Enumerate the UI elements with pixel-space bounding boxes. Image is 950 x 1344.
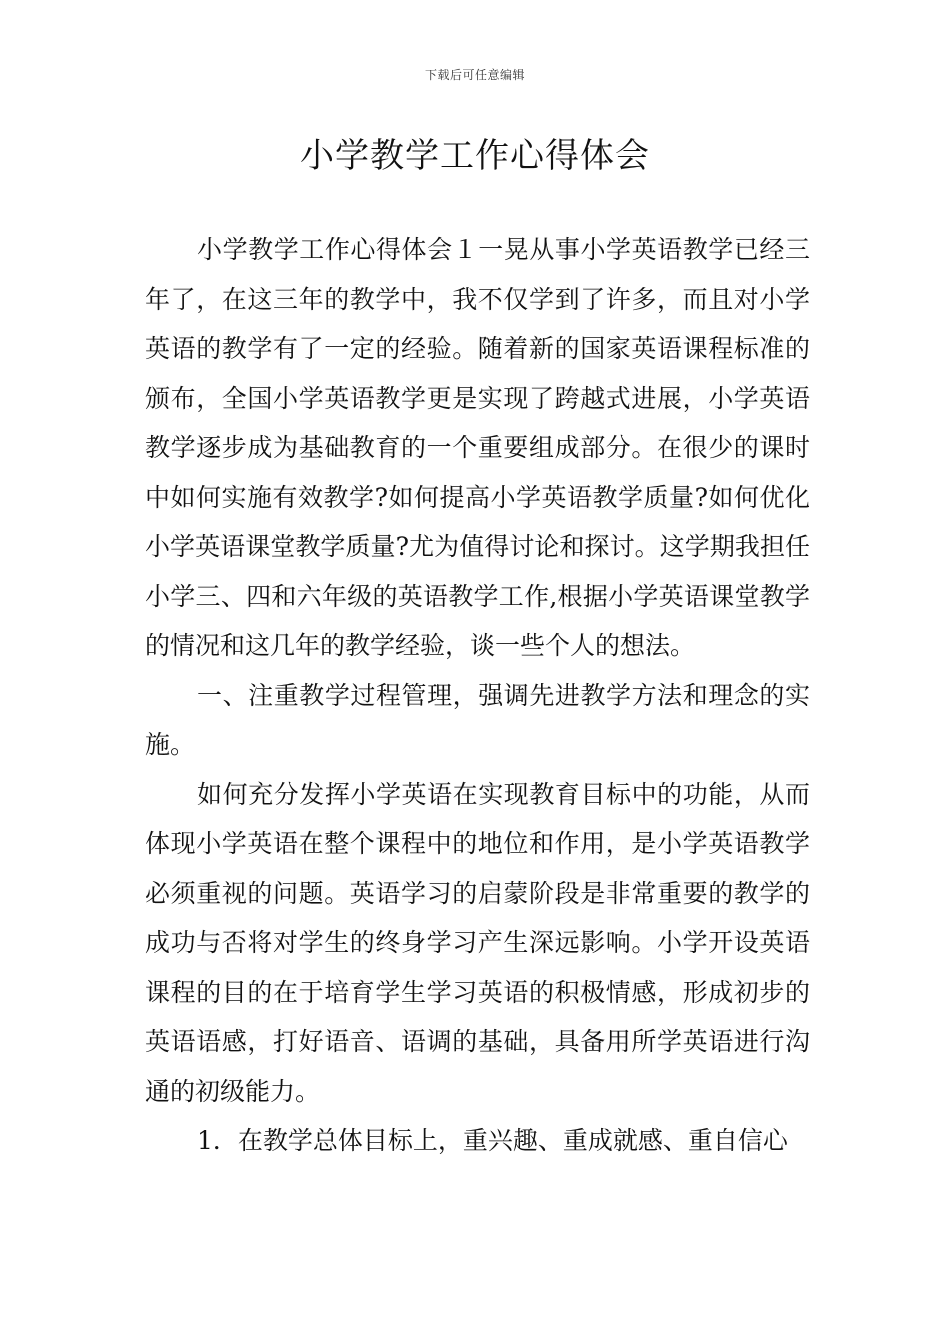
paragraph-section-body-1: 如何充分发挥小学英语在实现教育目标中的功能，从而体现小学英语在整个课程中的地位和作用，是小学英语教学必须重视的问题。英语学习的启蒙阶段是非常重要的教学的成功与否将对学生的终身学习产生深远影响。小学开设英语课程的目的在于培育学生学习英语的积极情感，形成初步的英语语感，打好语音、语调的基础，具备用所学英语进行沟通的初级能力。 — [145, 779, 810, 1106]
paragraph-section-heading-1: 一、注重教学过程管理，强调先进教学方法和理念的实施。 — [145, 680, 810, 759]
header-note: 下载后可任意编辑 — [424, 68, 525, 82]
document-title: 小学教学工作心得体会 — [300, 136, 650, 176]
paragraph-intro: 小学教学工作心得体会１一晃从事小学英语教学已经三年了，在这三年的教学中，我不仅学到了许多，而且对小学英语的教学有了一定的经验。随着新的国家英语课程标准的颁布，全国小学英语教学更是实现了跨越式进展，小学英语教学逐步成为基础教育的一个重要组成部分。在很少的课时中如何实施有效教学?如何提高小学英语教学质量?如何优化小学英语课堂教学质量?尤为值得讨论和探讨。这学期我担任小学三、四和六年级的英语教学工作,根据小学英语课堂教学的情况和这几年的教学经验，谈一些个人的想法。 — [145, 235, 810, 660]
document-body — [145, 225, 810, 1166]
paragraph-subpoint-1: 1．在教学总体目标上，重兴趣、重成就感、重自信心 — [197, 1126, 788, 1155]
